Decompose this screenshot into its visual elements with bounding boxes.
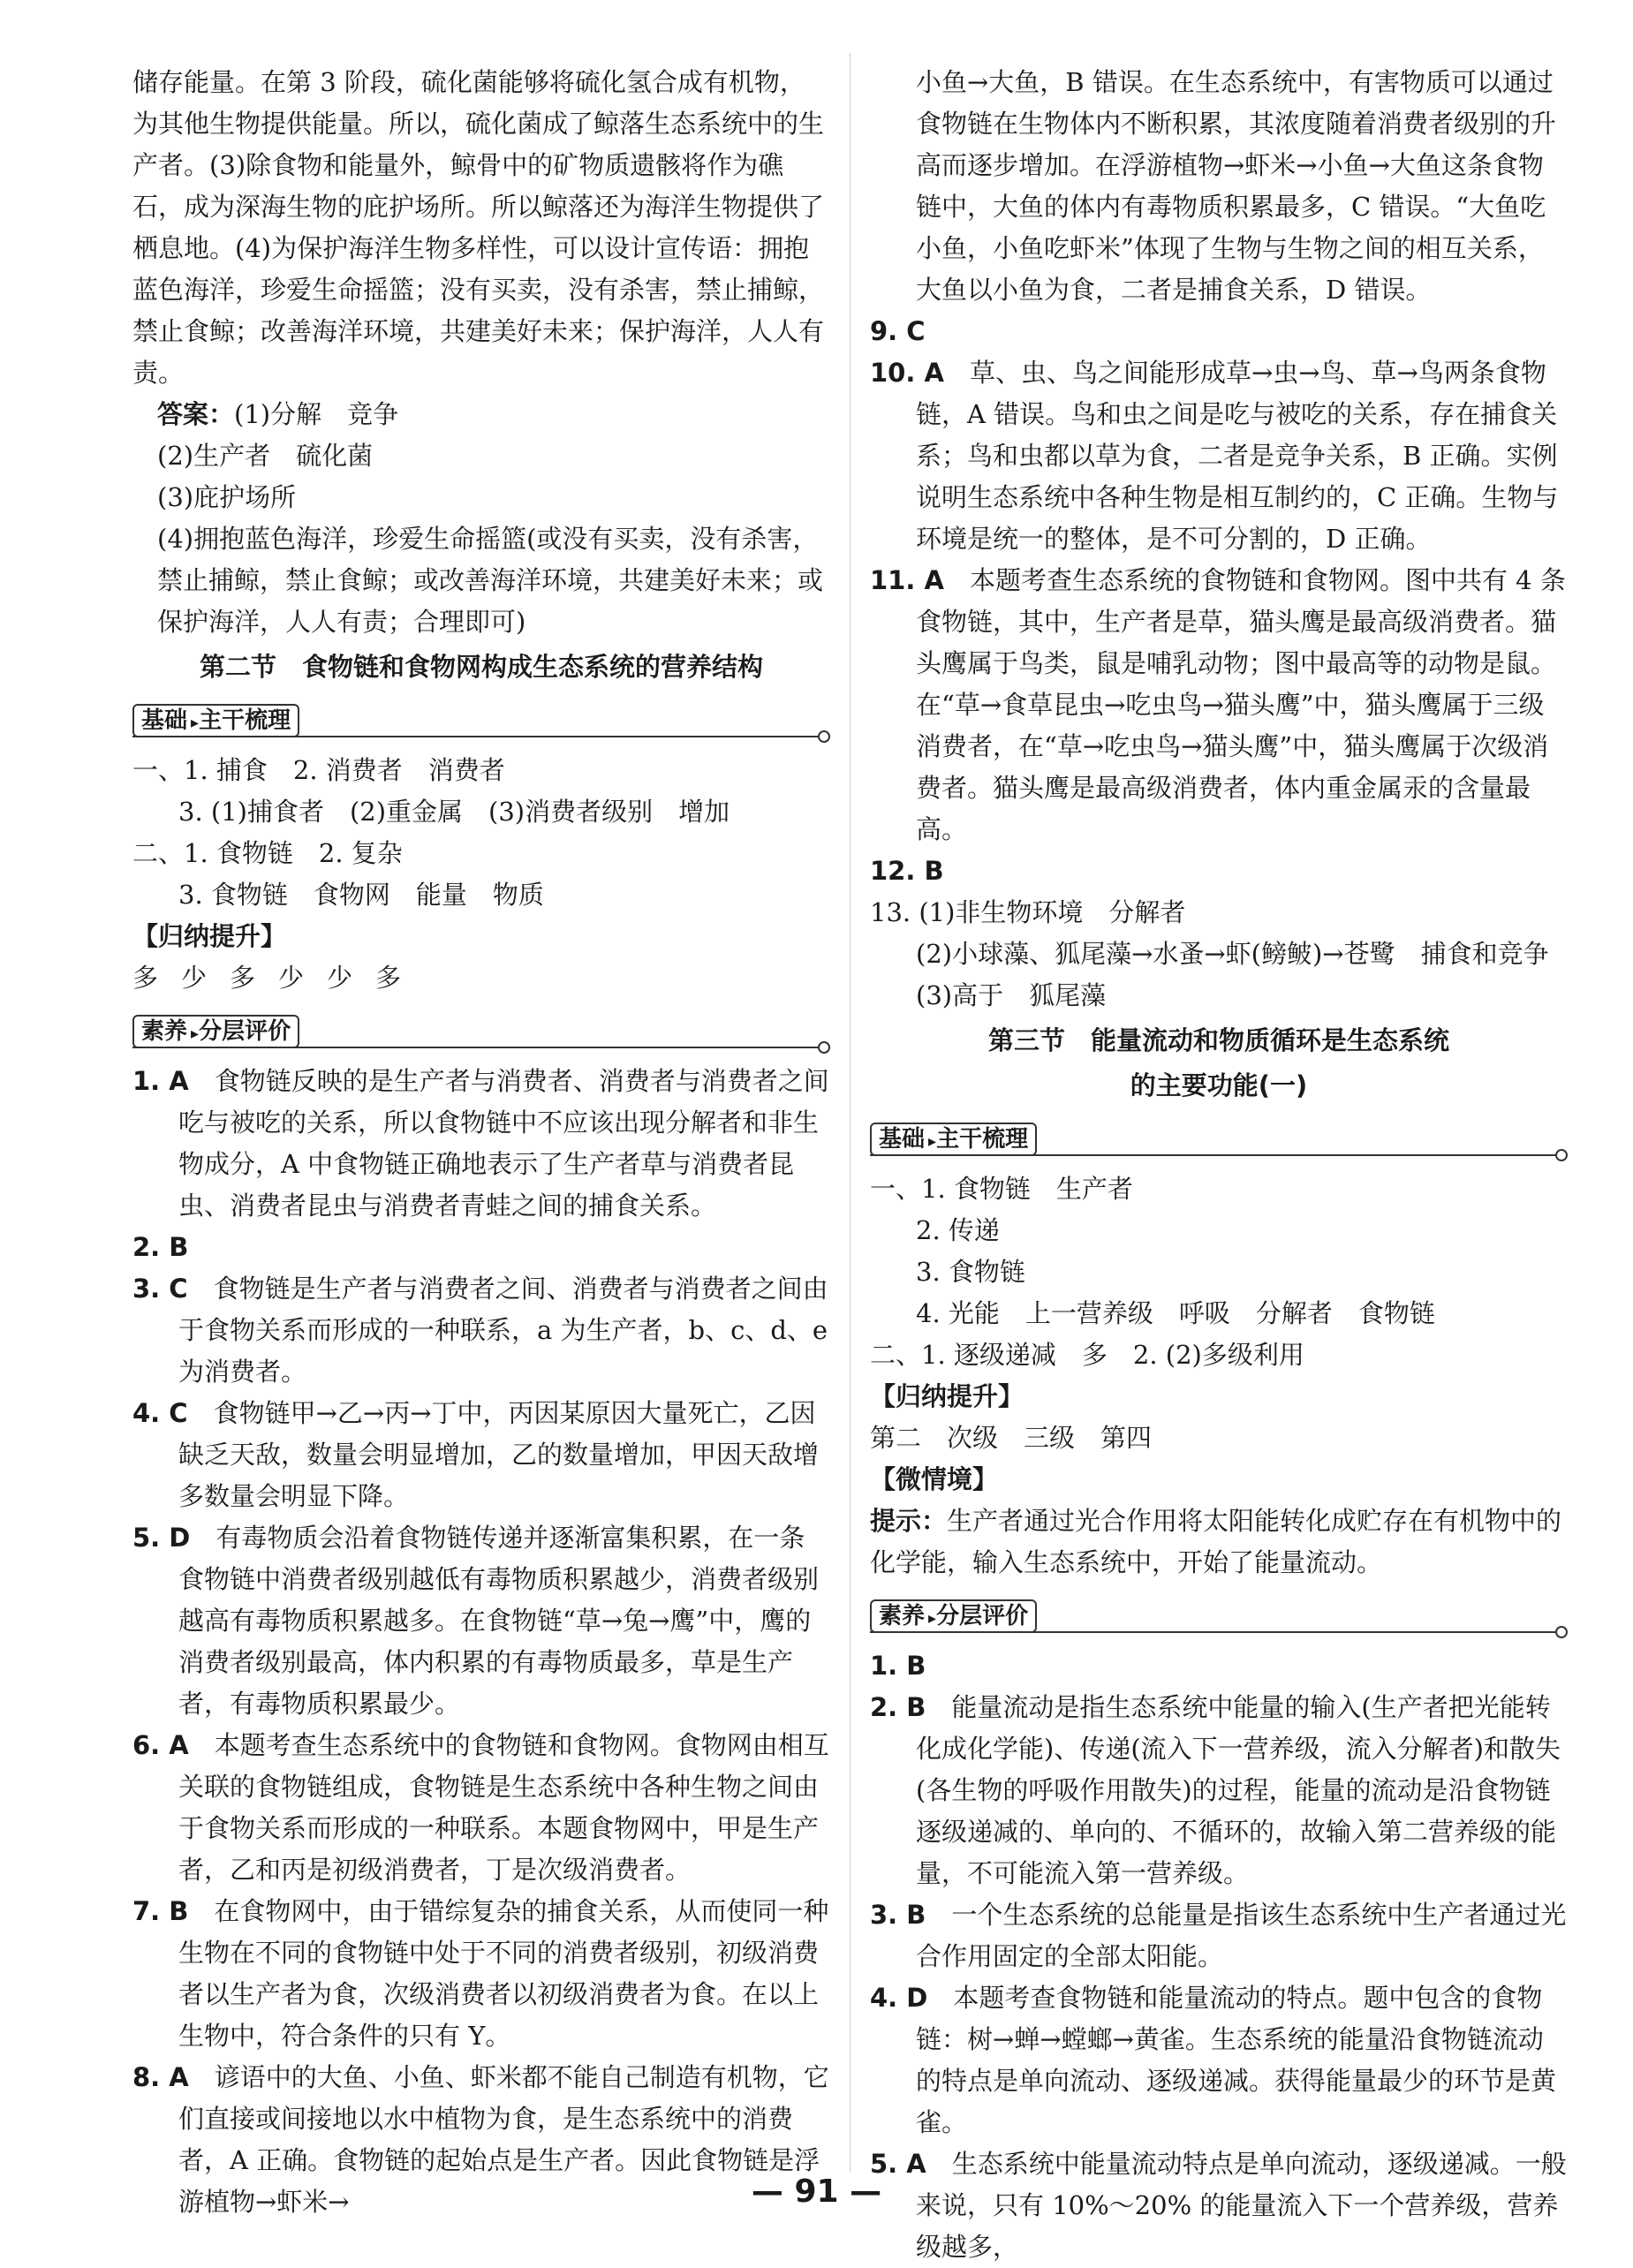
answer-line-4: (4)拥抱蓝色海洋，珍爱生命摇篮(或没有买卖，没有杀害，禁止捕鲸，禁止食鲸；或改善海洋环境，共建美好未来；或保护海洋，人人有责；合理即可) bbox=[157, 524, 824, 637]
q13-line: 13. (1)非生物环境 分解者 bbox=[870, 897, 1186, 927]
triangle-icon: ▸ bbox=[191, 1024, 200, 1043]
bar-line bbox=[132, 1047, 818, 1048]
answer-item: 4. C 食物链甲→乙→丙→丁中，丙因某原因大量死亡，乙因缺乏天敌，数量会明显增加，乙的数量增加，甲因天敌增多数量会明显下降。 bbox=[132, 1398, 820, 1511]
outline-line: 二、1. 逐级递减 多 2. (2)多级利用 bbox=[870, 1340, 1304, 1370]
section-tag: 基础 ▸主干梳理 bbox=[132, 704, 299, 737]
section-title-line-2: 的主要功能(一) bbox=[1130, 1070, 1308, 1100]
section-bar-evaluation bbox=[870, 1596, 1568, 1637]
left-column bbox=[132, 62, 830, 2223]
answer-item: 12. B bbox=[870, 856, 944, 886]
outline-line: 4. 光能 上一营养级 呼吸 分解者 食物链 bbox=[916, 1298, 1435, 1328]
section-title-line-1: 第三节 能量流动和物质循环是生态系统 bbox=[987, 1025, 1449, 1055]
section-bar-evaluation bbox=[132, 1011, 830, 1052]
answer-item: 5. D 有毒物质会沿着食物链传递并逐渐富集积累，在一条食物链中消费者级别越低有毒物质积累越少，消费者级别越高有毒物质积累越多。在食物链“草→兔→鹰”中，鹰的消费者级别最高，体内积累的有毒物质最多，草是生产者，有毒物质积累最少。 bbox=[132, 1523, 820, 1719]
bar-line bbox=[870, 1154, 1555, 1156]
answer-item: 11. A 本题考查生态系统的食物链和食物网。图中共有 4 条食物链，其中，生产者是草，猫头鹰是最高级消费者。猫头鹰属于鸟类，鼠是哺乳动物；图中最高等的动物是鼠。在“草→食草昆虫→吃虫鸟→猫头鹰”中，猫头鹰属于三级消费者，在“草→吃虫鸟→猫头鹰”中，猫头鹰属于次级消费者。猫头鹰是最高级消费者，体内重金属汞的含量最高。 bbox=[870, 565, 1566, 844]
outline-line: 3. (1)捕食者 (2)重金属 (3)消费者级别 增加 bbox=[178, 797, 730, 827]
answer-item: 3. B 一个生态系统的总能量是指该生态系统中生产者通过光合作用固定的全部太阳能。 bbox=[870, 1900, 1567, 1971]
answer-label: 答案： bbox=[157, 399, 235, 429]
section-bar-basics bbox=[870, 1119, 1568, 1160]
answer-item: 1. A 食物链反映的是生产者与消费者、消费者与消费者之间吃与被吃的关系，所以食物链中不应该出现分解者和非生物成分，A 中食物链正确地表示了生产者草与消费者昆虫、消费者昆虫与消费者青蛙之间的捕食关系。 bbox=[132, 1066, 829, 1221]
scene-label: 【微情境】 bbox=[870, 1464, 999, 1494]
outline-line: 二、1. 食物链 2. 复杂 bbox=[132, 838, 403, 868]
answer-item: 3. C 食物链是生产者与消费者之间、消费者与消费者之间由于食物关系而形成的一种联系，a 为生产者，b、c、d、e 为消费者。 bbox=[132, 1274, 828, 1387]
outline-line: 2. 传递 bbox=[916, 1215, 1000, 1245]
section-bar-basics bbox=[132, 700, 830, 741]
right-column bbox=[870, 62, 1568, 2268]
column-divider bbox=[850, 53, 851, 2173]
section-tag: 素养 ▸分层评价 bbox=[132, 1015, 299, 1048]
answer-item: 5. A 生态系统中能量流动特点是单向流动，逐级递减。一般来说，只有 10%～20% 的能量流入下一个营养级，营养级越多， bbox=[870, 2149, 1567, 2262]
continued-paragraph: 小鱼→大鱼，B 错误。在生态系统中，有害物质可以通过食物链在生物体内不断积累，其浓度随着消费者级别的升高而逐步增加。在浮游植物→虾米→小鱼→大鱼这条食物链中，大鱼的体内有毒物质积累最多，C 错误。“大鱼吃小鱼，小鱼吃虾米”体现了生物与生物之间的相互关系，大鱼以小鱼为食，二者是捕食关系，D 错误。 bbox=[916, 67, 1557, 305]
outline-line: 一、1. 食物链 生产者 bbox=[870, 1174, 1133, 1204]
outline-line: 3. 食物链 食物网 能量 物质 bbox=[178, 880, 544, 910]
answer-item: 6. A 本题考查生态系统中的食物链和食物网。食物网由相互关联的食物链组成，食物链是生态系统中各种生物之间由于食物关系而形成的一种联系。本题食物网中，甲是生产者，乙和丙是初级消费者，丁是次级消费者。 bbox=[132, 1730, 829, 1885]
q13-line: (2)小球藻、狐尾藻→水蚤→虾(鳑鲏)→苍鹭 捕食和竞争 bbox=[916, 939, 1549, 969]
summary-text: 第二 次级 三级 第四 bbox=[870, 1423, 1153, 1453]
section-tag: 素养 ▸分层评价 bbox=[870, 1599, 1037, 1633]
answer-item: 4. D 本题考查食物链和能量流动的特点。题中包含的食物链：树→蝉→螳螂→黄雀。生态系统的能量沿食物链流动的特点是单向流动、逐级递减。获得能量最少的环节是黄雀。 bbox=[870, 1983, 1557, 2137]
answer-items-left bbox=[132, 1061, 830, 2223]
summary-text: 多少多少少多 bbox=[132, 963, 425, 993]
outline-line: 一、1. 捕食 2. 消费者 消费者 bbox=[132, 755, 505, 785]
outline-line: 3. 食物链 bbox=[916, 1257, 1025, 1287]
answer-item: 2. B bbox=[132, 1232, 189, 1262]
answer-line-3: (3)庇护场所 bbox=[157, 482, 297, 512]
q13-line: (3)高于 狐尾藻 bbox=[916, 980, 1107, 1010]
answer-item: 1. B bbox=[870, 1651, 926, 1681]
triangle-icon: ▸ bbox=[928, 1609, 937, 1628]
section-tag: 基础 ▸主干梳理 bbox=[870, 1123, 1037, 1156]
bar-line bbox=[132, 736, 818, 737]
answer-item: 7. B 在食物网中，由于错综复杂的捕食关系，从而使同一种生物在不同的食物链中处于不同的消费者级别，初级消费者以生产者为食，次级消费者以初级消费者为食。在以上生物中，符合条件的只有 Y。 bbox=[132, 1896, 829, 2051]
page-number: — 91 — bbox=[751, 2174, 882, 2210]
summary-label: 【归纳提升】 bbox=[870, 1381, 1024, 1411]
answer-item: 8. A 谚语中的大鱼、小鱼、虾米都不能自己制造有机物，它们直接或间接地以水中植物为食，是生态系统中的消费者，A 正确。食物链的起始点是生产者。因此食物链是浮游植物→虾米→ bbox=[132, 2062, 829, 2217]
answer-item: 2. B 能量流动是指生态系统中能量的输入(生产者把光能转化成化学能)、传递(流入下一营养级，流入分解者)和散失(各生物的呼吸作用散失)的过程，能量的流动是沿食物链逐级递减的、单向的、不循环的，故输入第二营养级的能量，不可能流入第一营养级。 bbox=[870, 1692, 1561, 1888]
bar-line bbox=[870, 1631, 1555, 1633]
answer-line-1: 答案：(1)分解 竞争 bbox=[157, 399, 399, 429]
summary-label: 【归纳提升】 bbox=[132, 921, 287, 951]
triangle-icon: ▸ bbox=[928, 1132, 937, 1151]
continued-paragraph: 储存能量。在第 3 阶段，硫化菌能够将硫化氢合成有机物，为其他生物提供能量。所以，硫化菌成了鲸落生态系统中的生产者。(3)除食物和能量外，鲸骨中的矿物质遗骸将作为礁石，成为深海生物的庇护场所。所以鲸落还为海洋生物提供了栖息地。(4)为保护海洋生物多样性，可以设计宣传语：拥抱蓝色海洋，珍爱生命摇篮；没有买卖，没有杀害，禁止捕鲸，禁止食鲸；改善海洋环境，共建美好未来；保护海洋，人人有责。 bbox=[132, 67, 825, 388]
section-title: 第二节 食物链和食物网构成生态系统的营养结构 bbox=[199, 652, 763, 682]
hint-paragraph: 提示：生产者通过光合作用将太阳能转化成贮存在有机物中的化学能，输入生态系统中，开始了能量流动。 bbox=[870, 1506, 1562, 1577]
answer-item: 10. A 草、虫、鸟之间能形成草→虫→鸟、草→鸟两条食物链，A 错误。鸟和虫之间是吃与被吃的关系，存在捕食关系；鸟和虫都以草为食，二者是竞争关系，B 正确。实例说明生态系统中各种生物是相互制约的，C 正确。生物与环境是统一的整体，是不可分割的，D 正确。 bbox=[870, 358, 1559, 554]
answer-line-2: (2)生产者 硫化菌 bbox=[157, 441, 374, 471]
triangle-icon: ▸ bbox=[191, 714, 200, 732]
answer-item: 9. C bbox=[870, 316, 926, 346]
